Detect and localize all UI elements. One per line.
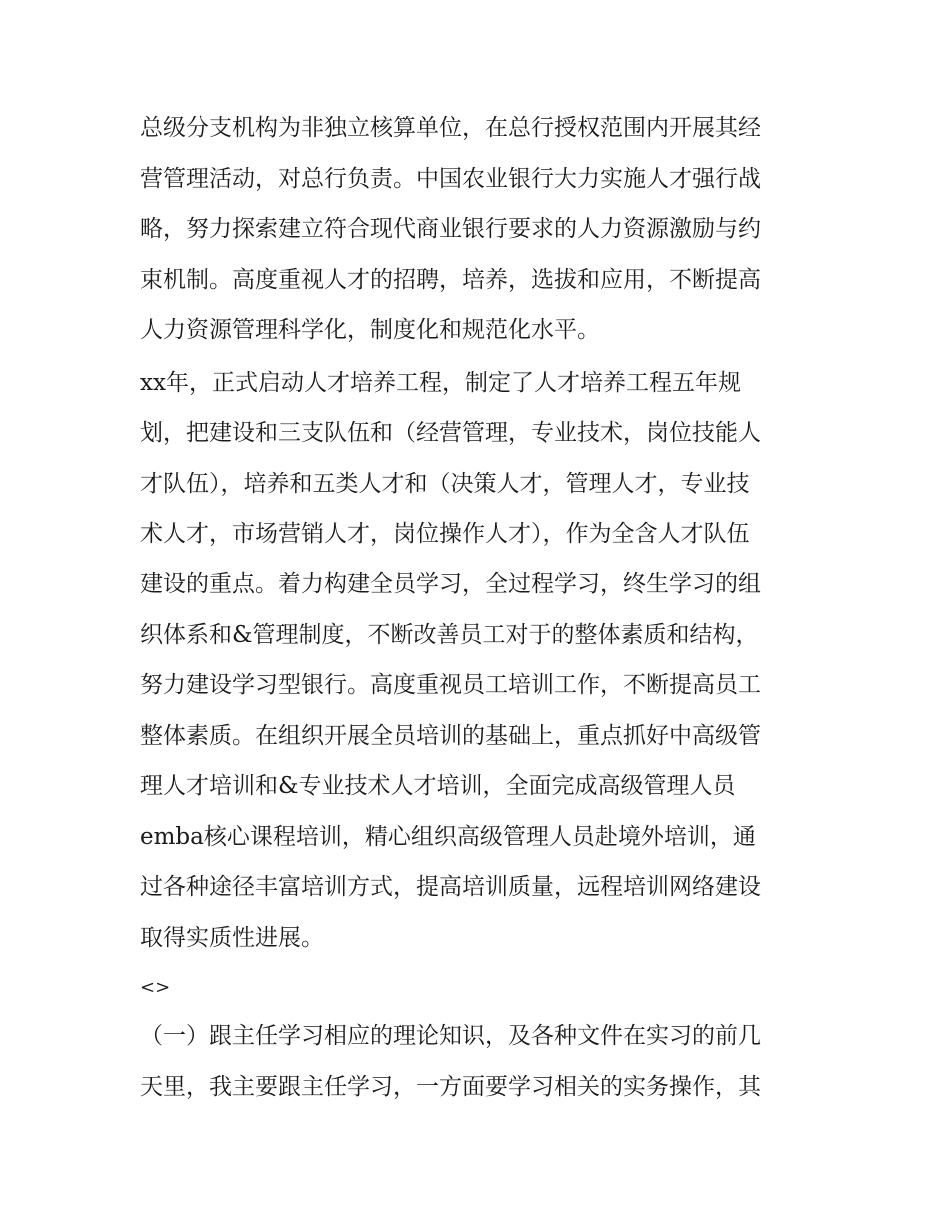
text-line: 建设的重点。着力构建全员学习，全过程学习，终生学习的组: [140, 571, 761, 597]
text-line: 理人才培训和&专业技术人才培训，全面完成高级管理人员: [140, 773, 736, 799]
text-line: 织体系和&管理制度，不断改善员工对于的整体素质和结构，: [140, 622, 759, 648]
text-line: 人力资源管理科学化，制度化和规范化水平。: [140, 317, 600, 343]
text-line: 才队伍），培养和五类人才和（决策人才，管理人才，专业技: [140, 471, 750, 497]
text-line: 整体素质。在组织开展全员培训的基础上，重点抓好中高级管: [140, 723, 761, 749]
text-line: 取得实质性进展。: [140, 925, 324, 951]
text-line: 总级分支机构为非独立核算单位，在总行授权范围内开展其经: [140, 115, 761, 141]
text-line: 划，把建设和三支队伍和（经营管理，专业技术，岗位技能人: [140, 420, 761, 446]
text-line: 束机制。高度重视人才的招聘，培养，选拔和应用，不断提高: [140, 267, 761, 293]
text-line: 术人才，市场营销人才，岗位操作人才），作为全含人才队伍: [140, 521, 750, 547]
text-line: 过各种途径丰富培训方式，提高培训质量，远程培训网络建设: [140, 874, 761, 900]
text-line: （一）跟主任学习相应的理论知识，及各种文件在实习的前几: [140, 1023, 761, 1049]
text-line: 营管理活动，对总行负责。中国农业银行大力实施人才强行战: [140, 166, 761, 192]
text-line: 努力建设学习型银行。高度重视员工培训工作，不断提高员工: [140, 672, 761, 698]
text-line: emba核心课程培训，精心组织高级管理人员赴境外培训，通: [140, 824, 756, 850]
text-line: 略，努力探索建立符合现代商业银行要求的人力资源激励与约: [140, 216, 761, 242]
text-line-marker: <>: [140, 977, 171, 998]
text-line: xx年，正式启动人才培养工程，制定了人才培养工程五年规: [140, 370, 741, 396]
text-line: 天里，我主要跟主任学习，一方面要学习相关的实务操作，其: [140, 1074, 761, 1100]
